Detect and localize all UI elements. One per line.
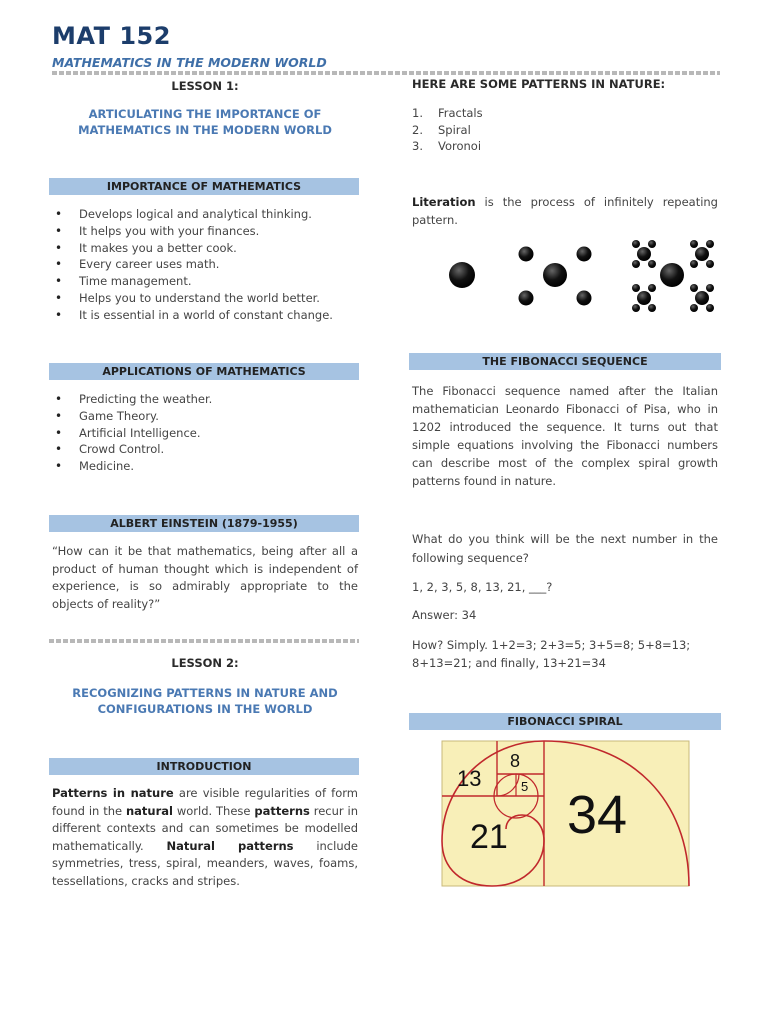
lesson1-title-line2: MATHEMATICS IN THE MODERN WORLD [78, 123, 332, 137]
fibonacci-spiral-figure [442, 741, 717, 889]
fractal-dot [637, 291, 651, 305]
fractal-dot [519, 291, 534, 306]
lesson-divider [49, 639, 359, 643]
intro-text: are visible regularities of form found in the [52, 786, 358, 818]
fractal-dot-small [690, 304, 698, 312]
lesson2-title-line1: RECOGNIZING PATTERNS IN NATURE AND [72, 686, 338, 700]
literation-paragraph [412, 194, 718, 229]
fractal-dot-small [706, 304, 714, 312]
spiral-square-3 [497, 774, 516, 796]
einstein-heading: ALBERT EINSTEIN (1879-1955) [49, 515, 359, 532]
spiral-label-21: 21 [470, 818, 508, 856]
applications-list [52, 391, 362, 475]
importance-heading: IMPORTANCE OF MATHEMATICS [49, 178, 359, 195]
intro-text: recur in different contexts and can sometimes be modelled mathematically. [52, 803, 358, 853]
literation-term: Literation [412, 195, 476, 209]
fractal-dot [637, 247, 651, 261]
fractal-dot [660, 263, 684, 287]
patterns-heading: HERE ARE SOME PATTERNS IN NATURE: [412, 77, 666, 91]
literation-text: is the process of infinitely repeating pattern. [412, 195, 718, 227]
fractal-dot-small [648, 304, 656, 312]
applications-heading: APPLICATIONS OF MATHEMATICS [49, 363, 359, 380]
pattern-number: 3. [412, 139, 423, 153]
fractal-dot-small [632, 304, 640, 312]
fractal-dots-illustration [440, 232, 768, 322]
intro-bold-term: patterns [254, 803, 310, 818]
fractal-dot [543, 263, 567, 287]
spiral-square-8 [497, 741, 544, 774]
intro-bold-term: natural [125, 803, 173, 818]
fractal-dot-small [690, 240, 698, 248]
sequence-answer: Answer: 34 [412, 608, 477, 622]
intro-text: include symmetries, tress, spiral, meanders, waves, foams, tessellations, cracks and stripes. [52, 838, 358, 888]
fractal-dot [449, 262, 475, 288]
applications-item: • Predicting the weather. [52, 391, 362, 408]
einstein-quote: “How can it be that mathematics, being after all a product of human thought which is independent of experience, is so admirably appropriate to the objects of reality?” [52, 544, 358, 611]
sequence-explanation-line1: How? Simply. 1+2=3; 2+3=5; 3+5=8; 5+8=13; [412, 638, 691, 652]
pattern-item [412, 105, 483, 122]
spiral-label-34: 34 [567, 785, 628, 845]
pattern-number: 1. [412, 106, 423, 120]
importance-item: • It makes you a better cook. [52, 240, 362, 257]
fractal-dot-small [690, 284, 698, 292]
fibonacci-paragraph: The Fibonacci sequence named after the Italian mathematician Leonardo Fibonacci of Pisa, who in 1202 introduced the sequence. It turns out that simple equations involving the Fibonacci numbers can describe most of the complex spiral growth patterns found in nature. [412, 384, 718, 488]
pattern-number: 2. [412, 122, 423, 137]
spiral-label-13: 13 [457, 766, 482, 791]
fractal-dot [695, 247, 709, 261]
importance-item: • Time management. [52, 273, 362, 290]
fractal-dot-small [706, 284, 714, 292]
fractal-dot-small [706, 240, 714, 248]
lesson1-label: LESSON 1: [171, 79, 239, 93]
fractal-dot [695, 291, 709, 305]
course-subtitle: MATHEMATICS IN THE MODERN WORLD [52, 55, 327, 70]
fractal-dot-small [690, 260, 698, 268]
fractal-dot-small [648, 284, 656, 292]
patterns-list [412, 105, 483, 155]
spiral-label-8: 8 [510, 751, 521, 771]
fibonacci-heading: THE FIBONACCI SEQUENCE [409, 353, 721, 370]
header-divider [52, 71, 720, 75]
spiral-label-5: 5 [521, 779, 529, 794]
pattern-label: Voronoi [438, 139, 482, 153]
intro-bold-term: Natural patterns [166, 838, 294, 853]
applications-item: • Game Theory. [52, 408, 362, 425]
introduction-heading: INTRODUCTION [49, 758, 359, 775]
pattern-label: Spiral [438, 122, 471, 137]
applications-item: • Artificial Intelligence. [52, 425, 362, 442]
fractal-dot-small [648, 240, 656, 248]
sequence-explanation-line2: 8+13=21; and finally, 13+21=34 [412, 656, 606, 670]
course-title: MAT 152 [52, 22, 171, 50]
applications-item: • Medicine. [52, 458, 362, 475]
intro-text: world. These [172, 803, 255, 818]
fractal-dot-small [632, 260, 640, 268]
pattern-item [412, 138, 483, 155]
sequence-question: What do you think will be the next number in the following sequence? [412, 532, 718, 565]
introduction-paragraph [52, 785, 358, 890]
pattern-item [412, 122, 483, 139]
fractal-dot [577, 247, 592, 262]
importance-item: • Every career uses math. [52, 256, 362, 273]
fractal-dot-small [632, 284, 640, 292]
lesson2-label: LESSON 2: [171, 656, 239, 670]
fibonacci-spiral-heading: FIBONACCI SPIRAL [409, 713, 721, 730]
applications-item: • Crowd Control. [52, 441, 362, 458]
fractal-dot [577, 291, 592, 306]
lesson1-title [52, 106, 358, 138]
lesson2-title [52, 685, 358, 717]
importance-list [52, 206, 362, 324]
importance-item: • Helps you to understand the world better. [52, 290, 362, 307]
importance-item: • Develops logical and analytical thinking. [52, 206, 362, 223]
lesson1-title-line1: ARTICULATING THE IMPORTANCE OF [88, 107, 322, 121]
fractal-dot [519, 247, 534, 262]
fractal-dot-small [706, 260, 714, 268]
importance-item: • It helps you with your finances. [52, 223, 362, 240]
sequence-values: 1, 2, 3, 5, 8, 13, 21, ___? [412, 580, 553, 594]
fractal-dot-small [648, 260, 656, 268]
lesson2-title-line2: CONFIGURATIONS IN THE WORLD [97, 702, 313, 716]
pattern-label: Fractals [438, 106, 483, 120]
fractal-dot-small [632, 240, 640, 248]
intro-bold-term: Patterns in nature [52, 786, 174, 800]
importance-item: • It is essential in a world of constant change. [52, 307, 362, 324]
